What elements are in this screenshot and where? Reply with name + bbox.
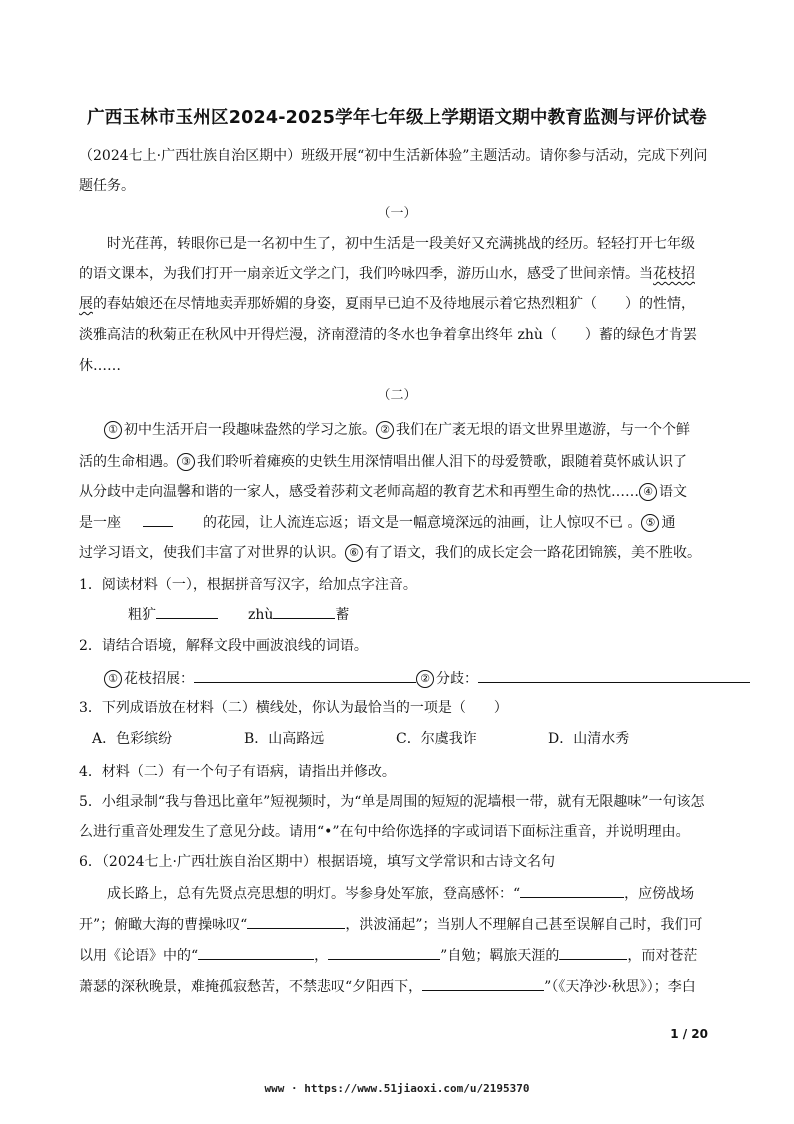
wavy-underlined-word-end: 展 [79, 296, 93, 312]
item-number: ② [416, 670, 434, 688]
sentence-number: ⑥ [345, 544, 363, 562]
section-1-label: （一） [377, 206, 417, 221]
sentence-number: ② [376, 421, 394, 439]
question-1: 1．阅读材料（一），根据拼音写汉字，给加点字注音。 [79, 577, 417, 593]
material-1-line-2: 的语文课本，为我们打开一扇亲近文学之门，我们吟咏四季，游历山水，感受了世间亲情。当花枝招 [79, 266, 695, 282]
intro-line-1: （2024七上·广西壮族自治区期中）班级开展“初中生活新体验”主题活动。请你参与活动，完成下列问 [79, 148, 708, 164]
material-2-line-5: 过学习语文，使我们丰富了对世界的认识。 ⑥ 有了语文，我们的成长定会一路花团锦簇，美不胜收。 [79, 545, 701, 561]
answer-blank[interactable] [478, 668, 750, 683]
option-c[interactable]: C．尔虞我诈 [396, 731, 477, 747]
material-2-line-4: 是一座 的花园，让人流连忘返；语文是一幅意境深远的油画，让人惊叹不已 。 ⑤ 通 [79, 512, 675, 533]
answer-blank[interactable] [520, 883, 624, 898]
answer-blank[interactable] [247, 914, 345, 929]
item-number: ① [104, 670, 122, 688]
question-3: 3．下列成语放在材料（二）横线处，你认为最恰当的一项是（ ） [79, 700, 508, 716]
answer-blank[interactable] [422, 976, 544, 991]
intro-line-2: 题任务。 [79, 178, 135, 194]
answer-blank[interactable] [198, 945, 314, 960]
question-6-line-5: 萧瑟的深秋晚景，难掩孤寂愁苦，不禁悲叹“夕阳西下， ”（《天净沙·秋思》）；李白 [79, 976, 696, 997]
material-1-line-1: 时光荏苒，转眼你已是一名初中生了，初中生活是一段美好又充满挑战的经历。轻轻打开七年级 [107, 236, 695, 252]
question-6-line-2: 成长路上，总有先贤点亮思想的明灯。岑参身处军旅，登高感怀：“ ，应傍战场 [107, 883, 694, 904]
wavy-underlined-word: 花枝招 [653, 266, 695, 282]
option-d[interactable]: D．山清水秀 [548, 731, 630, 747]
question-3-options [92, 729, 629, 749]
answer-blank[interactable] [194, 668, 416, 683]
question-4: 4．材料（二）有一个句子有语病，请指出并修改。 [79, 764, 396, 780]
material-2-line-2: 活的生命相遇。 ③ 我们聆听着瘫痪的史铁生用深情唱出催人泪下的母爱赞歌，跟随着莫怀戚认识了 [79, 454, 687, 470]
sentence-number: ③ [177, 453, 195, 471]
question-1-items: 粗犷 zhù 蓄 [128, 604, 349, 625]
material-1-line-4: 淡雅高洁的秋菊正在秋风中开得烂漫，济南澄清的冬水也争着拿出终年 zhù（ ）蓄的绿色才肯罢 [79, 327, 697, 343]
document-title: 广西玉林市玉州区2024-2025学年七年级上学期语文期中教育监测与评价试卷 [87, 108, 707, 128]
footer-watermark: www · https://www.51jiaoxi.com/u/2195370 [264, 1082, 530, 1095]
option-a[interactable]: A．色彩缤纷 [92, 731, 173, 747]
option-b[interactable]: B．山高路远 [244, 731, 325, 747]
fill-blank[interactable] [143, 512, 173, 527]
material-1-line-5: 休…… [79, 358, 121, 374]
answer-blank[interactable] [559, 945, 627, 960]
question-6-line-1: 6．（2024七上·广西壮族自治区期中）根据语境，填写文学常识和古诗文名句 [79, 854, 555, 870]
material-2-line-1: ① 初中生活开启一段趣味盎然的学习之旅。 ② 我们在广袤无垠的语文世界里遨游，与一个个鲜 [104, 420, 690, 440]
question-2: 2．请结合语境，解释文段中画波浪线的词语。 [79, 638, 368, 654]
question-2-items: ① 花枝招展： ② 分歧： [104, 668, 750, 689]
question-5-line-2: 么进行重音处理发生了意见分歧。请用“•”在句中给你选择的字或词语下面标注重音，并说明理由。 [79, 824, 690, 840]
sentence-number: ④ [639, 483, 657, 501]
page-number: 1 / 20 [670, 1027, 708, 1041]
sentence-number: ① [104, 421, 122, 439]
question-5-line-1: 5．小组录制“我与鲁迅比童年”短视频时，为“单是周围的短短的泥墙根一带，就有无限趣味”一句该怎 [79, 794, 705, 810]
sentence-number: ⑤ [641, 514, 659, 532]
material-1-line-3: 展的春姑娘还在尽情地卖弄那娇媚的身姿，夏雨早已迫不及待地展示着它热烈粗犷（ ）的性情， [79, 296, 695, 312]
answer-blank[interactable] [328, 945, 440, 960]
question-6-line-3: 开”；俯瞰大海的曹操咏叹“ ，洪波涌起”；当别人不理解自己甚至误解自己时，我们可 [79, 914, 702, 935]
answer-blank[interactable] [273, 604, 335, 619]
material-2-line-3: 从分歧中走向温馨和谐的一家人，感受着莎莉文老师高超的教育艺术和再塑生命的热忱…… ④ 语文 [79, 484, 687, 500]
question-6-line-4: 以用《论语》中的“ ， ”自勉；羁旅天涯的 ，而对苍茫 [79, 945, 697, 966]
section-2-label: （二） [377, 388, 417, 403]
answer-blank[interactable] [156, 604, 218, 619]
